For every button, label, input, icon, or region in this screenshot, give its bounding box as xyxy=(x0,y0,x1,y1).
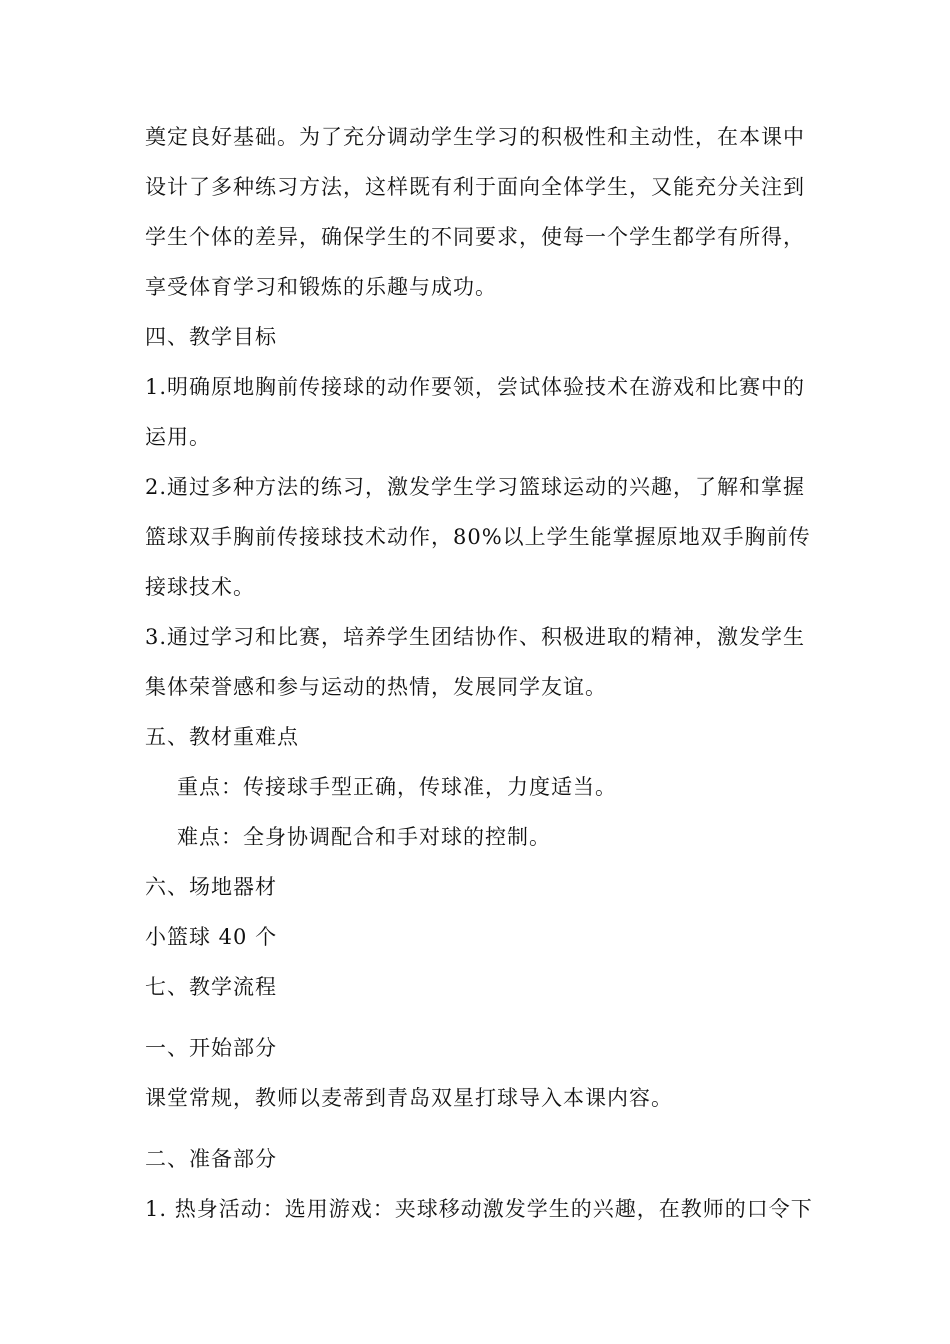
sub-heading: 一、开始部分 xyxy=(145,1036,277,1060)
difficult-point-text: 难点：全身协调配合和手对球的控制。 xyxy=(177,825,551,849)
objective-item: 2.通过多种方法的练习，激发学生学习篮球运动的兴趣，了解和掌握 xyxy=(145,475,806,499)
section-heading: 五、教材重难点 xyxy=(145,725,299,749)
objective-item: 运用。 xyxy=(145,425,211,449)
section-heading: 六、场地器材 xyxy=(145,875,277,899)
body-text-line: 学生个体的差异，确保学生的不同要求，使每一个学生都学有所得， xyxy=(145,225,805,249)
body-text-line: 奠定良好基础。为了充分调动学生学习的积极性和主动性，在本课中 xyxy=(145,125,805,149)
objective-item: 1.明确原地胸前传接球的动作要领，尝试体验技术在游戏和比赛中的 xyxy=(145,375,806,399)
sub-heading: 二、准备部分 xyxy=(145,1147,277,1171)
section-heading: 七、教学流程 xyxy=(145,975,277,999)
body-text-line: 1. 热身活动：选用游戏：夹球移动激发学生的兴趣，在教师的口令下 xyxy=(145,1197,813,1221)
equipment-text: 小篮球 40 个 xyxy=(145,925,278,949)
objective-item: 集体荣誉感和参与运动的热情，发展同学友谊。 xyxy=(145,675,607,699)
objective-item: 接球技术。 xyxy=(145,575,255,599)
body-text-line: 课堂常规，教师以麦蒂到青岛双星打球导入本课内容。 xyxy=(145,1086,673,1110)
objective-item: 篮球双手胸前传接球技术动作，80%以上学生能掌握原地双手胸前传 xyxy=(145,525,811,549)
key-point-text: 重点：传接球手型正确，传球准，力度适当。 xyxy=(177,775,617,799)
section-heading: 四、教学目标 xyxy=(145,325,277,349)
body-text-line: 设计了多种练习方法，这样既有利于面向全体学生，又能充分关注到 xyxy=(145,175,805,199)
objective-item: 3.通过学习和比赛，培养学生团结协作、积极进取的精神，激发学生 xyxy=(145,625,806,649)
body-text-line: 享受体育学习和锻炼的乐趣与成功。 xyxy=(145,275,497,299)
